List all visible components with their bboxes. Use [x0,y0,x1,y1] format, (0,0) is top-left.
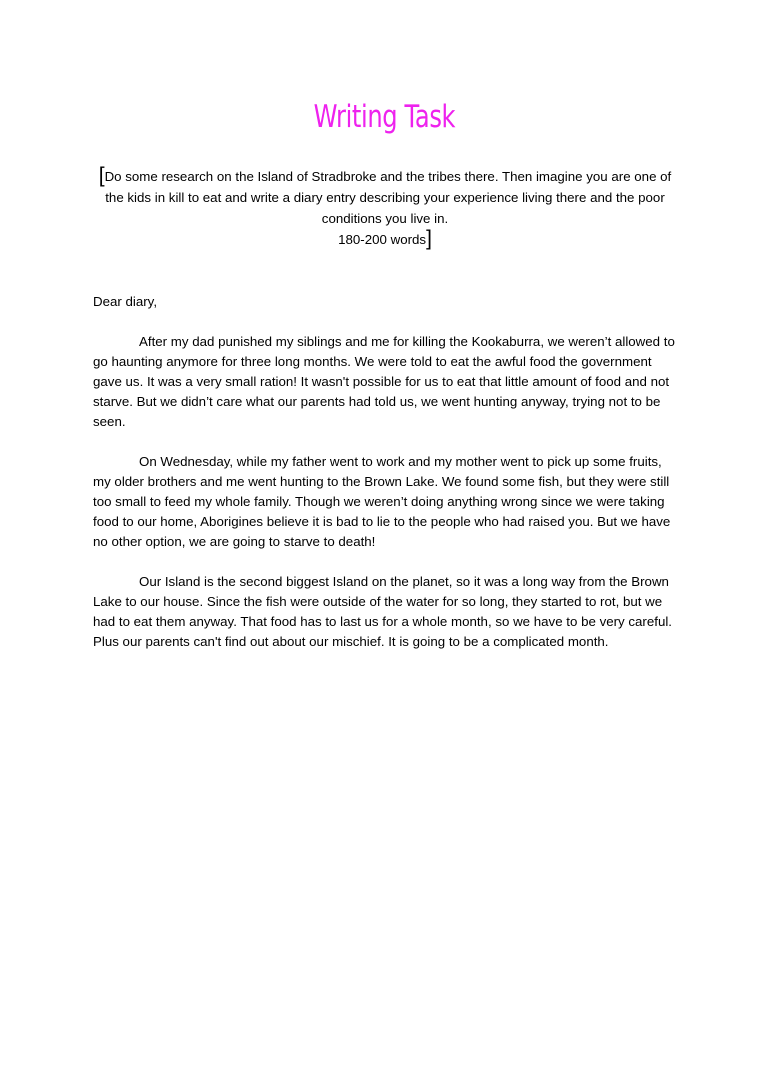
page-title: Writing Task [313,99,456,135]
task-text: Do some research on the Island of Stradbroke and the tribes there. Then imagine you are one of the kids in kill to eat and write a diary entry describing your experience living there and the poor conditions you live in. [104,169,672,226]
diary-paragraph-3: Our Island is the second biggest Island on the planet, so it was a long way from the Brown Lake to our house. Since the fish were outside of the water for so long, they started to rot, but we had to eat them anyway. That food has to last us for a whole month, so we have to be very careful. Plus our parents can't find out about our mischief. It is going to be a complicated month. [93,574,672,649]
diary-paragraph-1: After my dad punished my siblings and me for killing the Kookaburra, we weren’t allowed to go haunting anymore for three long months. We were told to eat the awful food the government gave us. It was a very small ration! It wasn't possible for us to eat that little amount of food and not starve. But we didn’t care what our parents had told us, we went hunting anyway, trying not to be seen. [93,334,675,429]
diary-paragraph-2: On Wednesday, while my father went to work and my mother went to pick up some fruits, my older brothers and me went hunting to the Brown Lake. We found some fish, but they were still too small to feed my whole family. Though we weren’t doing anything wrong since we were taking food to our home, Aborigines believe it is bad to lie to the people who had raised you. But we have no other option, we are going to starve to death! [93,454,671,549]
diary-greeting: Dear diary, [93,294,158,309]
close-bracket: ] [426,227,432,250]
task-instructions [92,166,678,250]
task-word-count: 180-200 words [338,232,427,247]
open-bracket: [ [98,164,105,187]
